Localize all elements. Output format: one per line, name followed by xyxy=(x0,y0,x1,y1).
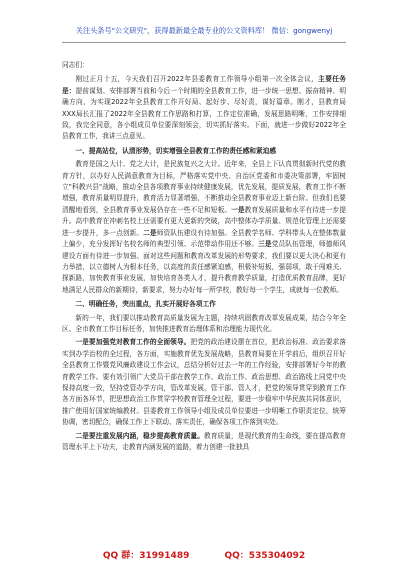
section2-text-2: 把党的政治建设摆在首位，把政治标准、政治要求落实到办学治校的全过程，各方面，实施教育优先发展战略，县教育局要在开学前后，组织召开好全县教育工作暨党风廉政建设工作会议，总结分析好过去一年的工作经验，安排部署好今年的教育教学工作。要有效引领广大党员干部在教学工作、政治工作、政治思想、政治路线上同党中央保持高度一致，坚持党管办学方向，管改革发展，管干部、管人才，把党的领导贯穿到教育工作各方面各环节，把思想政治工作贯穿学校教育管理全过程，要进一步稳牢中华民族共同体意识，推广使用好国家统编教材。县委教育工作领导小组及成员单位要进一步明晰工作职责定位，统筹协调，密切配合，确保工作上下联动、落实责任，确保各项工作落到实处。 xyxy=(62,338,347,427)
section2-heading: 二、明确任务，突出重点，扎实开展好各项工作 xyxy=(75,300,216,309)
section1-bold-2: 二是 xyxy=(143,228,157,237)
section1-text: 教育是国之大计、党之大计，是民族复兴之大计。近年来，全县上下认真贯彻新时代党的教育方针，以办好人民满意教育为目标，严格落实党中央、自治区党委和市委决策部署，牢固树立"科教兴县"战略，推动全县各项教育事业持续健康发展，优先发展，提质发展，教育工作不断增强，教育质量明显提升，教育活力显著增强，不断推动全县教育事业迈上新台阶。但我们也要清醒地看到，全县教育事业发展仍存在一些不足和短板。 xyxy=(62,160,346,214)
section1-text-3: 党员队伍管理，师德师风建设方面有待进一步加强。面对这些问题和教育改革发展的形势要求，我们要以更大决心和更有力举措，以立德树人为根本任务，以高度的责任感紧迫感，积极补短板，强弱项，敢于闯难关、探新路，加快教育事业发展，加快培育各类人才，提升教育教学质量，打造优质教育品牌，更好地满足人民群众的新期待，新要求，努力办好每一所学校，教好每一个学生，成就每一位教师。 xyxy=(62,240,347,294)
section2-bold-2: 一是要加强党对教育工作的全面领导。 xyxy=(75,338,191,347)
footer-qq: QQ：535304092 xyxy=(224,551,306,561)
intro-text-2: 提前谋划、安排部署当前和今后一个时期的全县教育工作，进一步统一思想、振奋精神、明确方向，为实现2022年全县教育工作开好局、起好步、尽好责，谋好篇章。刚才，县教育局XXX局长汇报了2022年全县教育工作思路和打算，工作定位准确，发展思路明晰，工作安排细致，我完全同意，各小组成员单位要深刻领会，切实抓好落实。下面，就进一步做好2022年全县教育工作，我讲三点意见。 xyxy=(62,86,347,141)
section1-heading: 一、提高站位，认清形势，切实增强全县教育工作的责任感和紧迫感 xyxy=(75,146,277,155)
section2-paragraph-1: 新的一年，我们要以推动教育高质量发展为主题，持续巩固教育改革发展成果，结合今年全区、全市教育工作目标任务，加快推进教育治理体系和治理能力现代化。 xyxy=(62,313,346,333)
section1-bold-3: 三是 xyxy=(258,240,272,249)
section2-bold-3: 二是要注重发展内涵，稳步提高教育质量。 xyxy=(75,431,204,440)
salutation: 同志们： xyxy=(62,61,89,69)
section2-paragraph-3 xyxy=(62,431,346,454)
header-divider xyxy=(62,42,346,43)
section1-paragraph xyxy=(62,159,346,296)
footer-contact xyxy=(0,548,408,561)
section2-text-3: 教育质量，是现代教育的生命线，要在提高教育管理水平上下功夫，走教育内涵发展的道路，着力创建一批独具 xyxy=(62,431,346,451)
intro-bold: 主要任务是： xyxy=(62,75,346,95)
footer-qq-group: QQ 群：31991489 xyxy=(102,551,190,561)
section1-bold-1: 一是 xyxy=(231,205,245,214)
intro-paragraph xyxy=(62,74,346,142)
section2-paragraph-2 xyxy=(62,337,346,428)
section1-text-1: 教育发展质量和水平有待进一步提升。高中教育在冲刺名校上还需要有更大更新的突破，高中整体办学质量、规范化管理上还需要进一步提升，多一点创新。 xyxy=(62,205,347,237)
section1-text-2: 师资队伍建设有待加强。全县教学名师、学科带头人在整体数量上偏少，充分发挥好名校名师的典型引领、示范带动作用还不够。 xyxy=(62,228,347,249)
document-body xyxy=(62,54,346,455)
header-banner: 关注头条号"公文研究"，获得最新最全最专业的公文资料库！ 微信：gongwenyj xyxy=(75,26,333,35)
intro-text-1: 刚过正月十五，今天我们召开2022年县委教育工作领导小组第一次全体会议， xyxy=(75,75,319,84)
